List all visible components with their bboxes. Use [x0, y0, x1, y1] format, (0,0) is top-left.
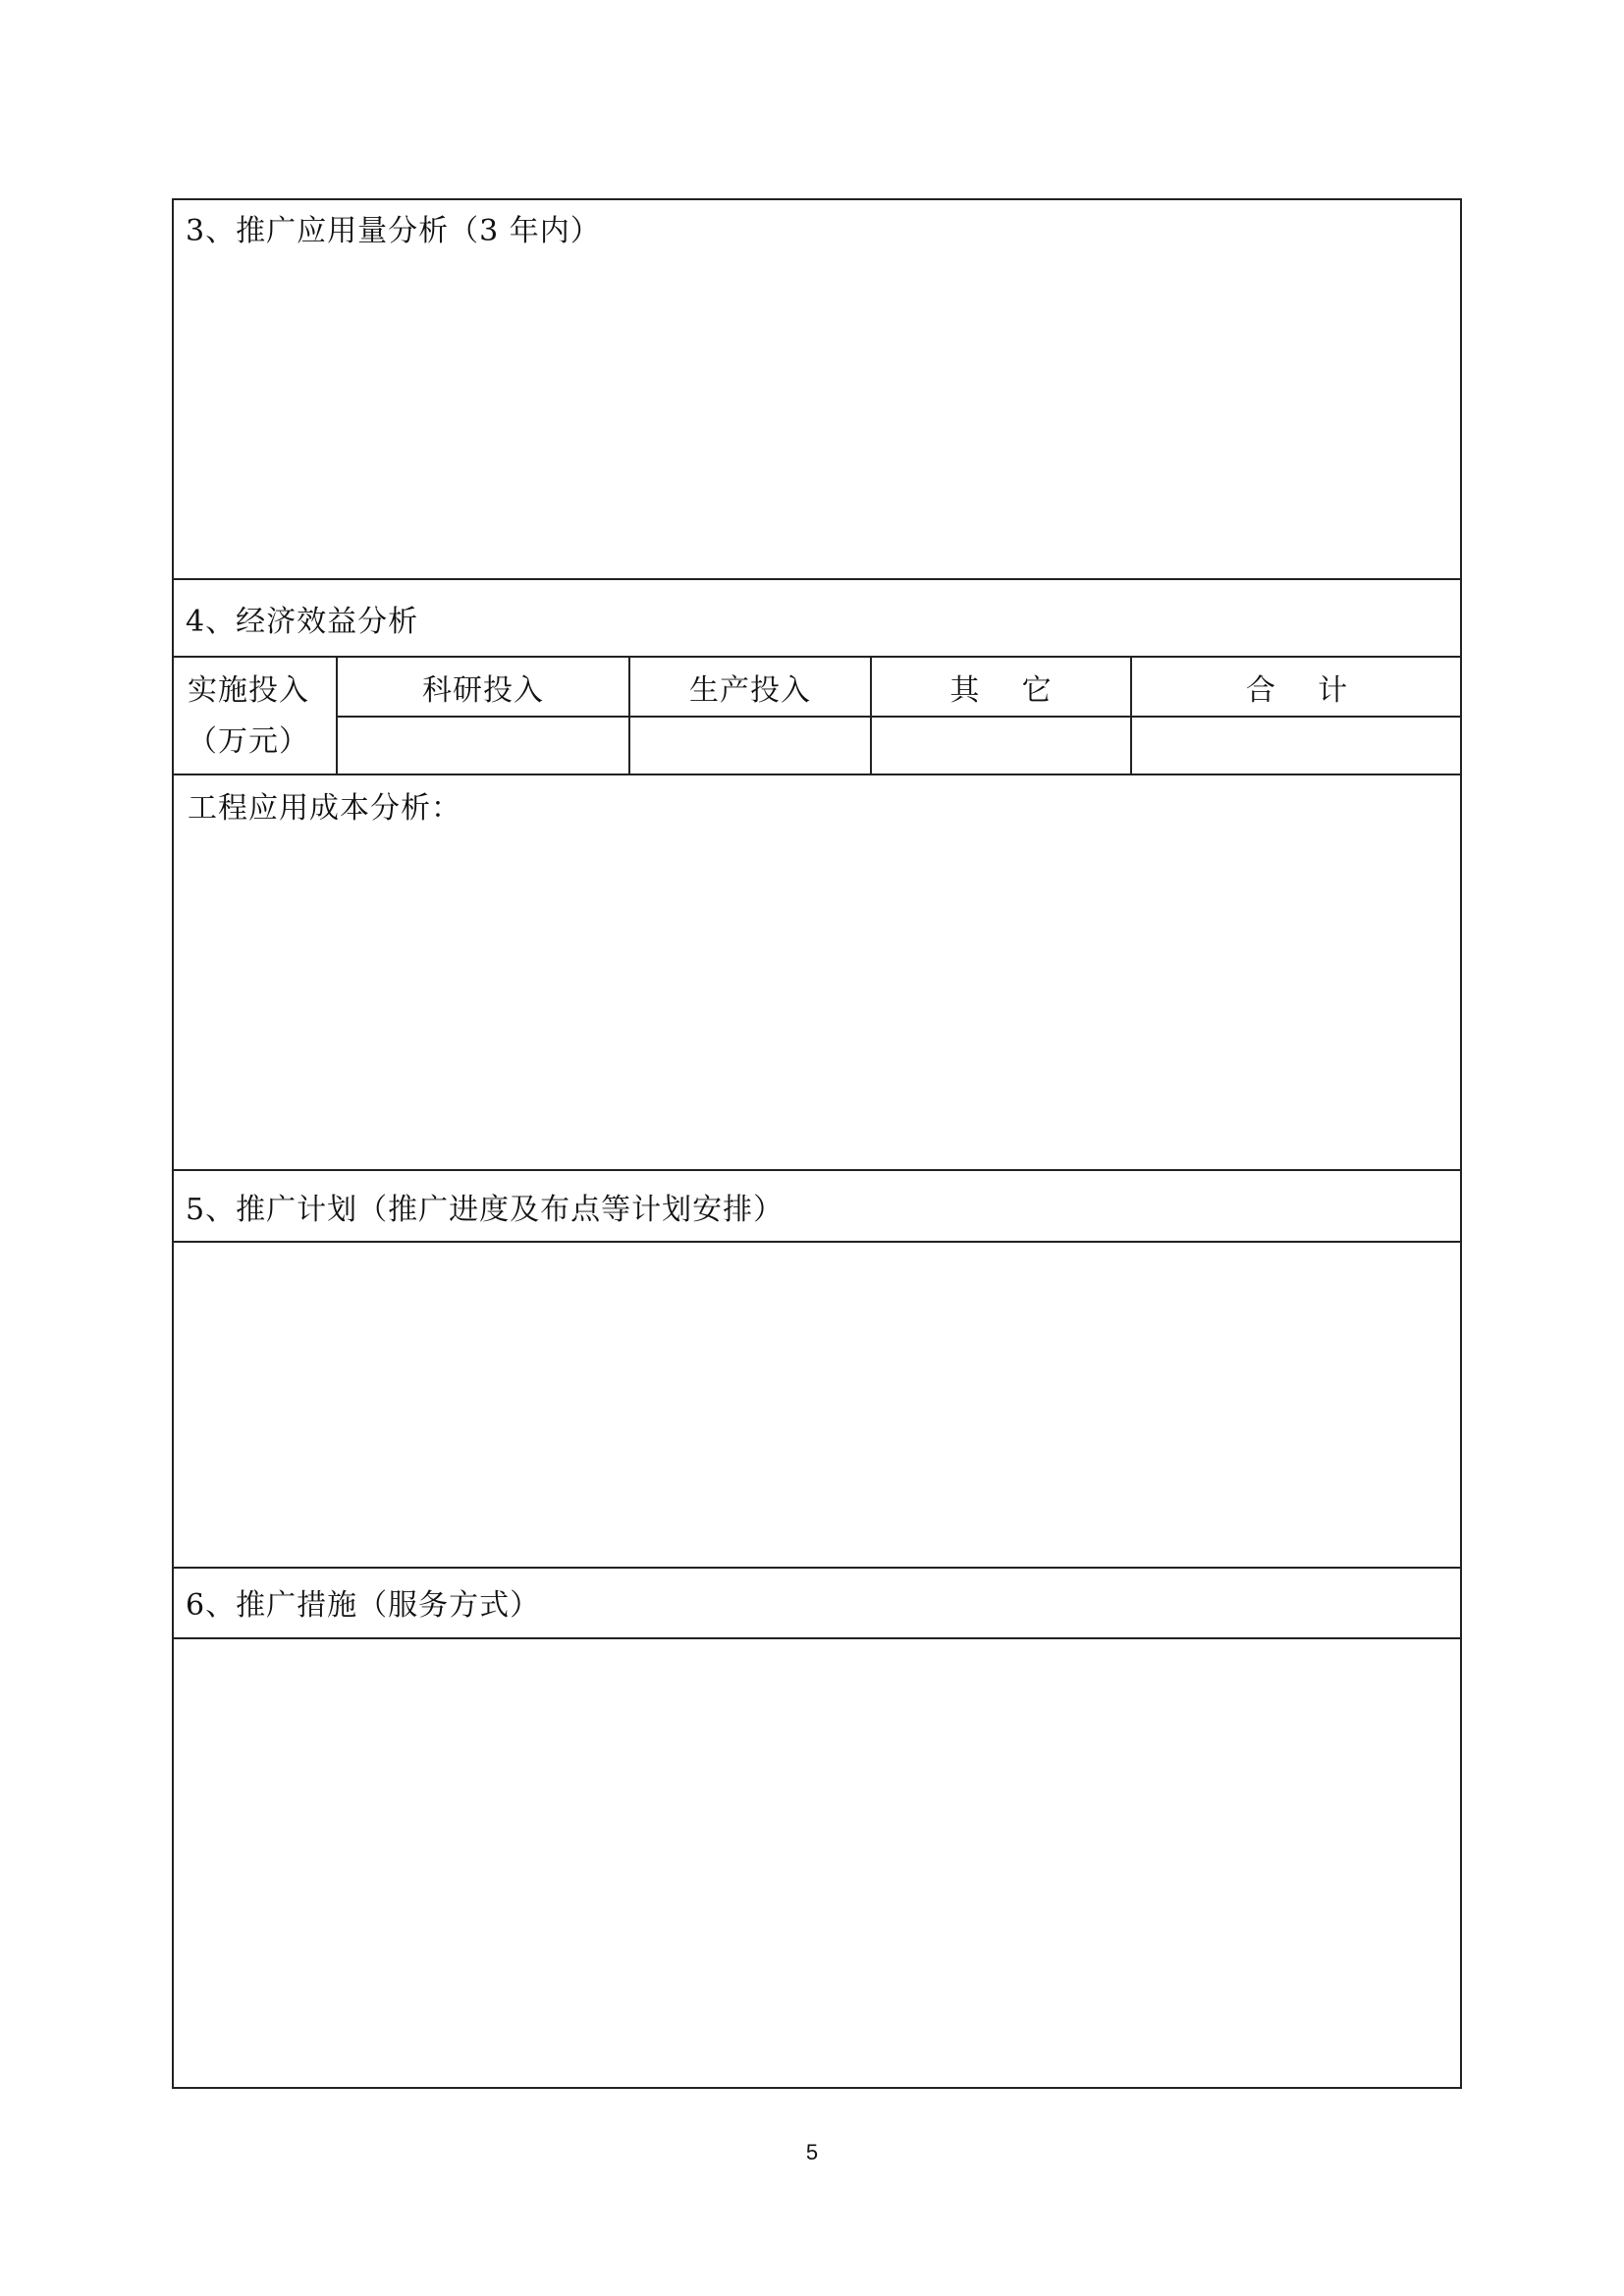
- cost-analysis-label: 工程应用成本分析：: [188, 791, 461, 826]
- section-3-title: 3、推广应用量分析（3 年内）: [186, 214, 601, 248]
- divider-section-4-end: [174, 1169, 1460, 1171]
- column-header-other: 其 它: [949, 673, 1053, 708]
- page-number: 5: [805, 2140, 819, 2164]
- research-investment-value-cell[interactable]: [338, 718, 628, 774]
- section-6-title: 6、推广措施（服务方式）: [186, 1588, 541, 1623]
- promotion-plan-content-area[interactable]: [174, 1243, 1460, 1566]
- divider-section-5-end: [174, 1567, 1460, 1569]
- total-value-cell[interactable]: [1132, 718, 1462, 774]
- column-header-production-investment: 生产投入: [689, 673, 811, 708]
- promotion-form-table: [172, 198, 1462, 2089]
- column-header-research-investment: 科研投入: [422, 673, 544, 708]
- promotion-measures-content-area[interactable]: [174, 1639, 1460, 2087]
- investment-label-line2: （万元）: [188, 724, 309, 759]
- other-value-cell[interactable]: [872, 718, 1130, 774]
- section-5-title: 5、推广计划（推广进度及布点等计划安排）: [186, 1193, 785, 1227]
- production-investment-value-cell[interactable]: [630, 718, 870, 774]
- column-header-total: 合 计: [1245, 673, 1349, 708]
- divider-investment-table-end: [174, 774, 1460, 775]
- section-4-title: 4、经济效益分析: [186, 605, 419, 639]
- investment-label-line1: 实施投入: [188, 673, 309, 708]
- divider-section-3-end: [174, 578, 1460, 580]
